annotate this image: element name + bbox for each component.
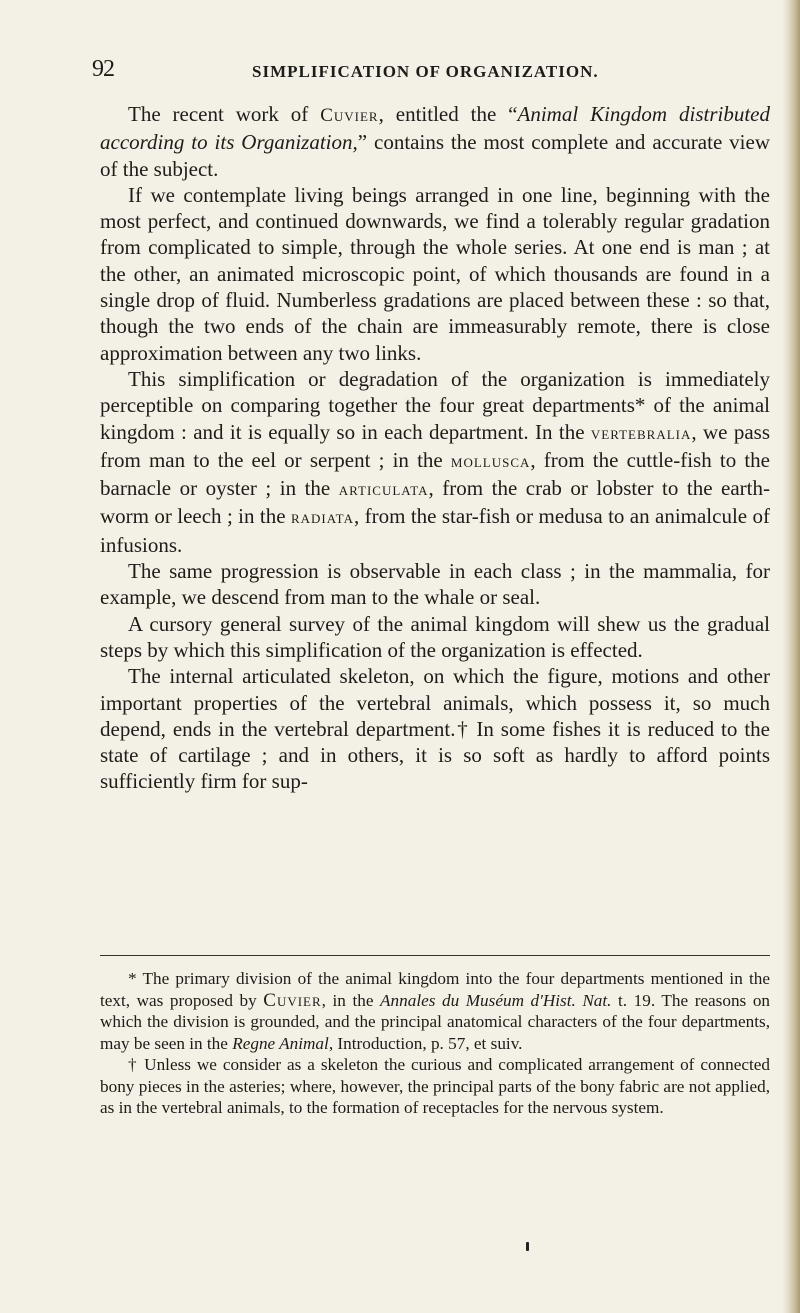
term-vertebralia: vertebralia: [590, 422, 692, 444]
footnote-rule: [100, 955, 770, 956]
paragraph-1: The recent work of Cuvier, entitled the “Animal Kingdom distributed according to its Organization,” contains the most complete and accurate view of the subject.: [100, 102, 771, 181]
work-title: Animal Kingdom distributed according to its Organization,: [100, 102, 770, 155]
page-edge-shadow: [782, 0, 800, 1313]
ink-speck: [526, 1242, 529, 1251]
page-number: 92: [92, 56, 114, 82]
journal-title: Annales du Muséum d'Hist. Nat.: [380, 990, 612, 1010]
footnote-author: Cuvier: [263, 989, 322, 1011]
paragraph-4: The same progression is observable in each class ; in the mammalia, for example, we descend from man to the whale or seal.: [100, 559, 770, 610]
paragraph-3: This simplification or degradation of the organization is immediately perceptible on comparing together the four great departments* of the animal kingdom : and it is equally so in each department. In the vertebralia, we pass from man to the eel or serpent ; in the mollusca, from the cuttle-fish to the barnacle or oyster ; in the articulata, from the crab or lobster to the earth-worm or leech ; in the radiata, from the star-fish or medusa to an animalcule of infusions.: [100, 366, 771, 557]
term-articulata: articulata: [338, 479, 429, 501]
book-title: Regne Animal: [232, 1033, 329, 1053]
page-header: [92, 56, 770, 88]
running-head: SIMPLIFICATION OF ORGANIZATION.: [252, 62, 599, 81]
term-mollusca: mollusca: [450, 450, 531, 472]
term-radiata: radiata: [290, 507, 354, 529]
paragraph-5: A cursory general survey of the animal kingdom will shew us the gradual steps by which this simplification of the organization is effected.: [100, 611, 770, 662]
body-text: [100, 101, 770, 795]
footnotes: [100, 968, 770, 1119]
paragraph-6: The internal articulated skeleton, on which the figure, motions and other important properties of the vertebral animals, which possess it, so much depend, ends in the vertebral department.† In some fishes it is reduced to the state of cartilage ; and in others, it is so soft as hardly to afford points sufficiently firm for sup-: [100, 664, 770, 794]
footnote-2: † Unless we consider as a skeleton the curious and complicated arrangement of connected bony pieces in the asteries; where, however, the principal parts of the bony fabric are not applied, as in the vertebral animals, to the formation of receptacles for the nervous system.: [100, 1055, 770, 1117]
footnote-1: * The primary division of the animal kingdom into the four departments mentioned in the text, was proposed by Cuvier, in the Annales du Muséum d'Hist. Nat. t. 19. The reasons on which the division is grounded, and the principal anatomical characters of the four departments, may be seen in the Regne Animal, Introduction, p. 57, et suiv.: [100, 969, 771, 1053]
author-name: Cuvier: [320, 105, 379, 126]
paragraph-2: If we contemplate living beings arranged in one line, beginning with the most perfect, and continued downwards, we find a tolerably regular gradation from complicated to simple, through the whole series. At one end is man ; at the other, an animated microscopic point, of which thousands are found in a single drop of fluid. Numberless gradations are placed between these : so that, though the two ends of the chain are immeasurably remote, there is close approximation between any two links.: [100, 182, 770, 365]
